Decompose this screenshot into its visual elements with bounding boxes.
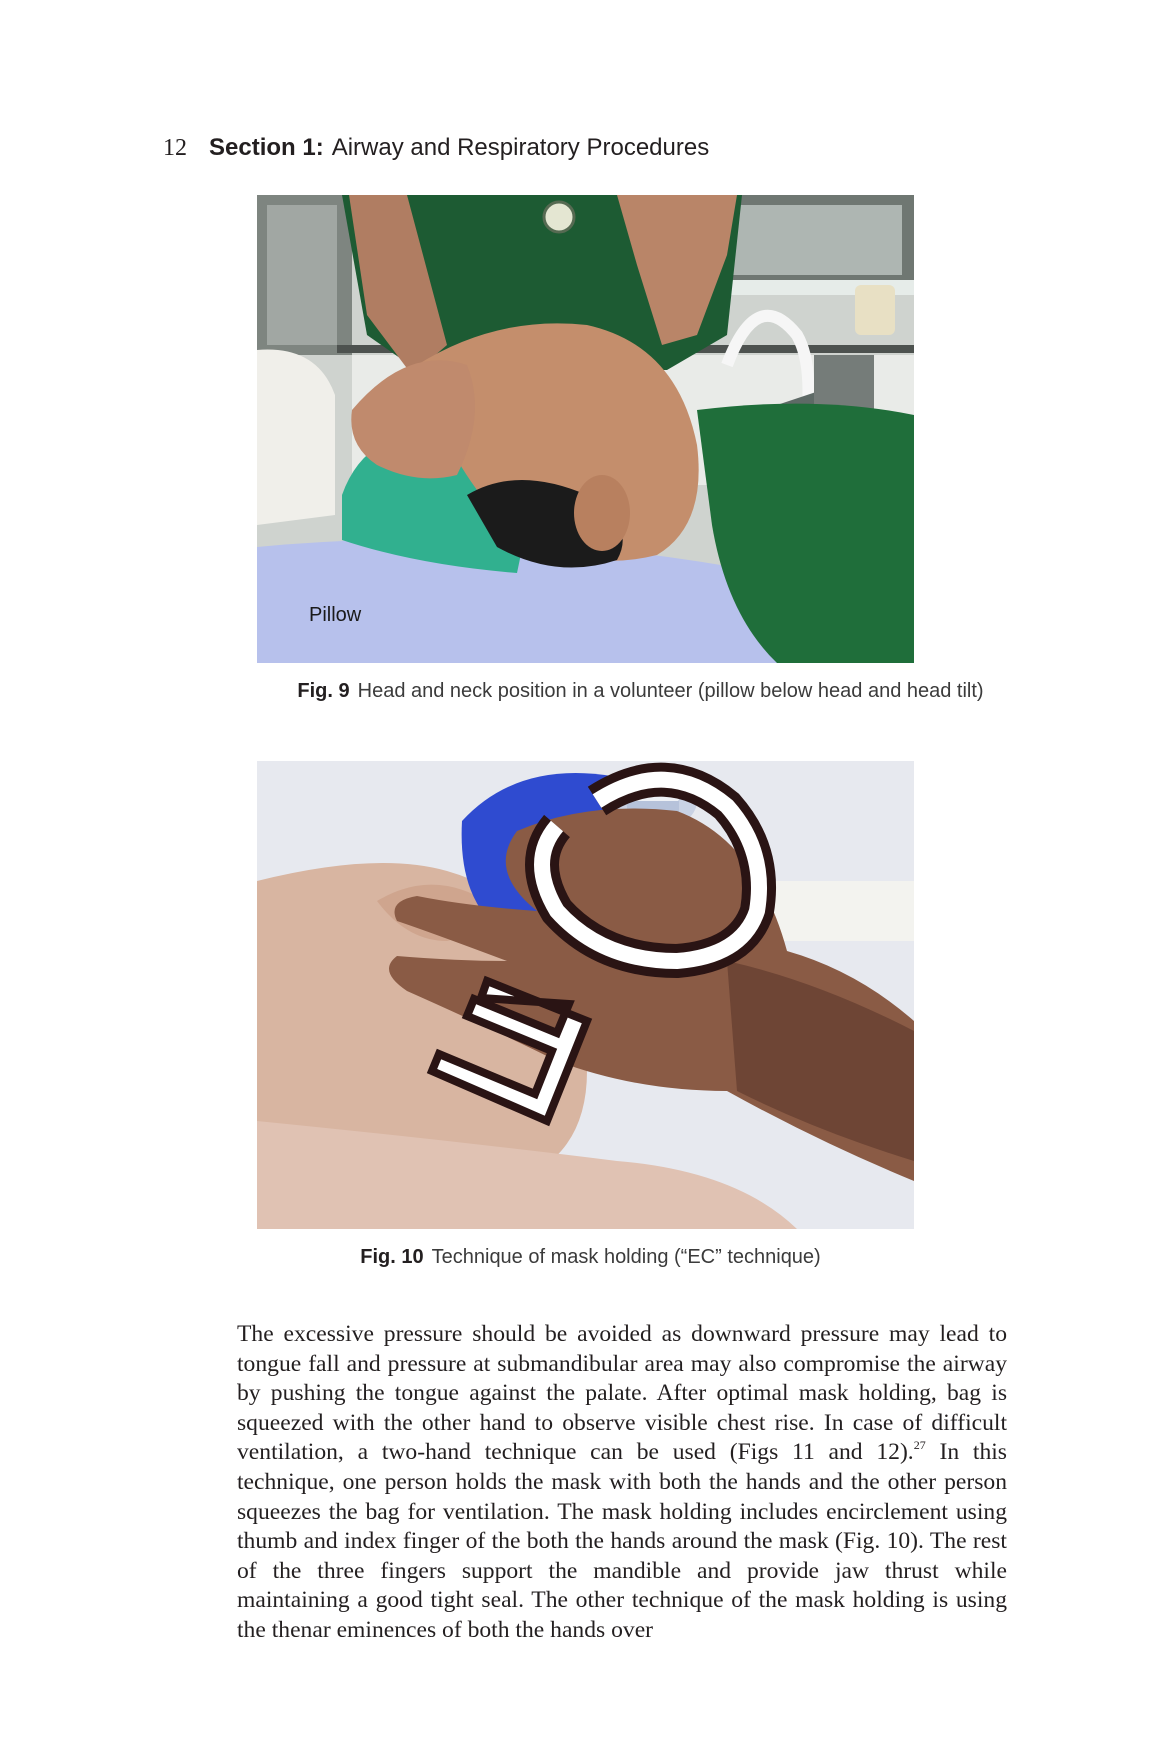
figure-9-caption xyxy=(60,680,1161,703)
figure-10-photo xyxy=(257,761,914,1229)
pillow-label: Pillow xyxy=(309,604,362,626)
running-head xyxy=(163,134,709,168)
section-label: Section 1: xyxy=(209,134,324,161)
figure-10-caption-text: Technique of mask holding (“EC” technique) xyxy=(431,1246,821,1268)
figure-9-caption-text: Head and neck position in a volunteer (pillow below head and head tilt) xyxy=(357,680,984,702)
body-text-part1: The excessive pressure should be avoided as downward pressure may lead to tongue fall and pressure at submandibular area may also compromise the airway by pushing the tongue against the palate. After optimal mask holding, bag is squeezed with the other hand to observe visible chest rise. In case of difficult ventilation, a two-hand technique can be used (Figs 11 and 12). xyxy=(237,1321,1007,1466)
figure-9-photo xyxy=(257,195,914,663)
section-title: Airway and Respiratory Procedures xyxy=(331,134,710,161)
figure-9-label: Fig. 9 xyxy=(297,680,350,702)
figure-10-label: Fig. 10 xyxy=(360,1246,424,1268)
figure-10-caption xyxy=(10,1246,1161,1269)
body-text-part2: In this technique, one person holds the mask with both the hands and the other person squeezes the bag for ventilation. The mask holding includes encirclement using thumb and index finger of the both the hands around the mask (Fig. 10). The rest of the three fingers support the mandible and provide jaw thrust while maintaining a good tight seal. The other technique of the mask holding is using the thenar eminences of both the hands over xyxy=(237,1439,1007,1643)
citation-superscript: 27 xyxy=(913,1438,926,1453)
page-number: 12 xyxy=(163,135,187,161)
body-paragraph xyxy=(237,1320,1007,1646)
